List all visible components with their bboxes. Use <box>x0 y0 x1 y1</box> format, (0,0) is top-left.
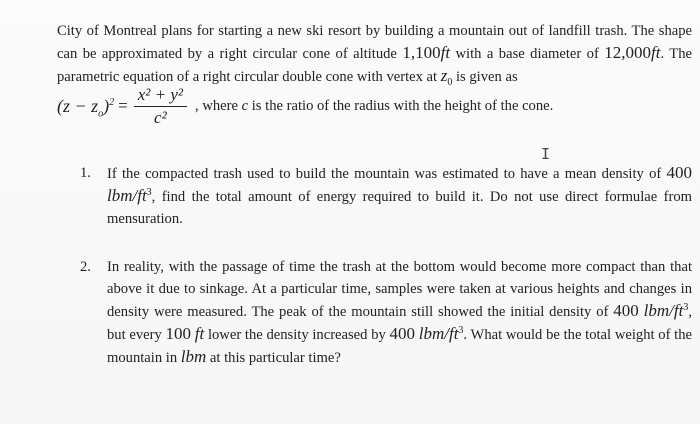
q2-density-unit: lbm/ft <box>643 301 684 320</box>
cone-equation <box>57 84 553 128</box>
question-2 <box>80 256 692 369</box>
q2-increase-unit: lbm/ft <box>418 324 459 343</box>
intro-text-1: City of Montreal plans for starting a new ski resort by building a mountain out of landfill trash. The shape can be approximated by a right circular cone of altitude <box>57 23 692 62</box>
intro-text-4: is given as <box>452 69 518 85</box>
vertex-variable: z <box>440 66 448 85</box>
question-2-number: 2. <box>80 259 91 275</box>
altitude-unit: ft <box>440 43 451 62</box>
question-2-text: In reality, with the passage of time the trash at the bottom would become more compact than that above it due to sinkage. At a particular time, samples were taken at various heights and changes in density were measured. The peak of the mountain still showed the initial density of 400 lbm/$ft^3$, but every 100 ft lower the density increased by 400 lbm/$ft^3$. What would be the total weight of the mountain in lbm at this particular time? <box>107 259 692 366</box>
q2-step-unit: ft <box>194 324 205 343</box>
text-cursor-icon: I <box>541 145 551 163</box>
q2-weight-unit: lbm <box>180 347 207 366</box>
question-1-number: 1. <box>80 165 91 181</box>
q1-density-unit: lbm/ft <box>107 186 147 205</box>
diameter-unit: ft <box>651 43 661 62</box>
q2-increase-value: 400 <box>389 324 416 343</box>
question-1 <box>80 162 692 230</box>
q2-density-value: 400 <box>613 301 639 320</box>
q2-step-value: 100 <box>165 324 192 343</box>
altitude-value: 1,100 <box>402 43 441 62</box>
q1-density-value: 400 <box>666 163 692 182</box>
equation-lhs: $(z - z_o)^2$ <box>57 95 115 120</box>
intro-text-3: . The parametric equation of a right circular double cone with vertex at <box>57 46 692 85</box>
problem-intro <box>57 20 692 88</box>
diameter-value: 12,000 <box>604 43 652 62</box>
equation-fraction <box>134 85 187 128</box>
equation-description: , where c is the ratio of the radius with the height of the cone. <box>195 97 554 114</box>
question-1-text: If the compacted trash used to build the mountain was estimated to have a mean density of 400 lbm/$ft^3$, find the total amount of energy required to build it. Do not use direct formulae from mensuration. <box>107 163 692 227</box>
fraction-numerator: x² + y² <box>137 84 184 104</box>
intro-text-2: with a base diameter of <box>450 46 605 62</box>
equals-sign: = <box>118 96 128 115</box>
vertex-subscript: 0 <box>447 76 453 88</box>
fraction-denominator: c² <box>154 107 167 127</box>
